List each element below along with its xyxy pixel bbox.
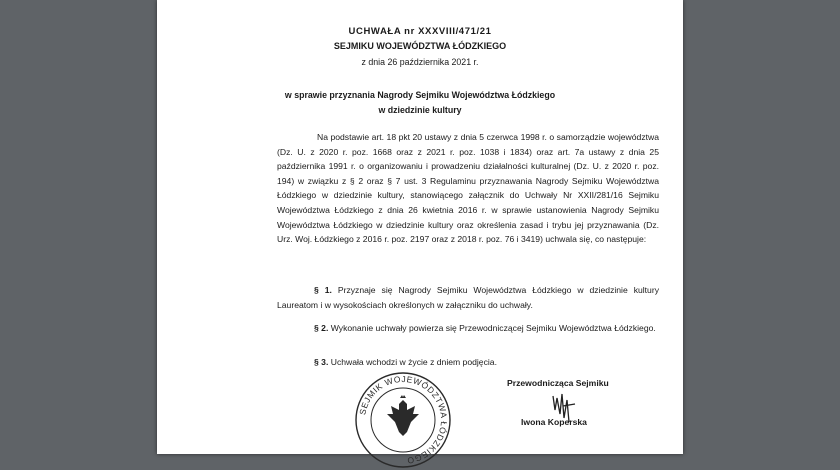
subject-line-2: w dziedzinie kultury bbox=[378, 105, 462, 115]
section-1-label: § 1. bbox=[314, 285, 332, 295]
resolution-heading: UCHWAŁA nr XXXVIII/471/21 bbox=[348, 26, 492, 37]
section-3 bbox=[277, 355, 659, 370]
subject-line-1: w sprawie przyznania Nagrody Sejmiku Województwa Łódzkiego bbox=[284, 90, 556, 100]
legal-basis-paragraph: Na podstawie art. 18 pkt 20 ustawy z dnia 5 czerwca 1998 r. o samorządzie województwa (Dz. U. z 2020 r. poz. 1668 oraz z 2021 r. poz. 1038 i 1834) oraz art. 7a ustawy z dnia 25 października 1991 r. o organizowaniu i prowadzeniu działalności kulturalnej (Dz. U. z 2020 r. poz. 194) w związku z § 2 oraz § 7 ust. 3 Regulaminu przyznawania Nagrody Sejmiku Województwa Łódzkiego w dziedzinie kultury, stanowiącego załącznik do Uchwały Nr XXII/281/16 Sejmiku Województwa Łódzkiego z dnia 26 kwietnia 2016 r. w sprawie ustanowienia Nagrody Sejmiku Województwa Łódzkiego w dziedzinie kultury oraz określenia zasad i trybu jej przyznawania (Dz. Urz. Woj. Łódzkiego z 2016 r. poz. 2197 oraz z 2018 r. poz. 76 i 3419) uchwala się, co następuje: bbox=[277, 132, 659, 245]
eagle-emblem-icon bbox=[387, 395, 419, 436]
section-3-label: § 3. bbox=[314, 357, 329, 367]
section-2-label: § 2. bbox=[314, 323, 329, 333]
section-1-text: Przyznaje się Nagrody Sejmiku Województwa Łódzkiego w dziedzinie kultury Laureatom i w wysokościach określonych w załączniku do uchwały. bbox=[277, 285, 659, 310]
signer-title: Przewodnicząca Sejmiku bbox=[507, 378, 609, 388]
document-page[interactable] bbox=[157, 0, 683, 466]
section-2 bbox=[277, 321, 659, 336]
signer-name: Iwona Koperska bbox=[521, 417, 587, 427]
seal-text: SEJMIK WOJEWÓDZTWA ŁÓDZKIEGO bbox=[357, 373, 450, 466]
resolution-date: z dnia 26 października 2021 r. bbox=[361, 57, 479, 67]
official-seal-icon bbox=[353, 370, 453, 470]
issuer-name: SEJMIKU WOJEWÓDZTWA ŁÓDZKIEGO bbox=[333, 41, 507, 51]
section-1 bbox=[277, 283, 659, 312]
section-2-text: Wykonanie uchwały powierza się Przewodniczącej Sejmiku Województwa Łódzkiego. bbox=[330, 323, 656, 333]
section-3-text: Uchwała wchodzi w życie z dniem podjęcia. bbox=[330, 357, 497, 367]
